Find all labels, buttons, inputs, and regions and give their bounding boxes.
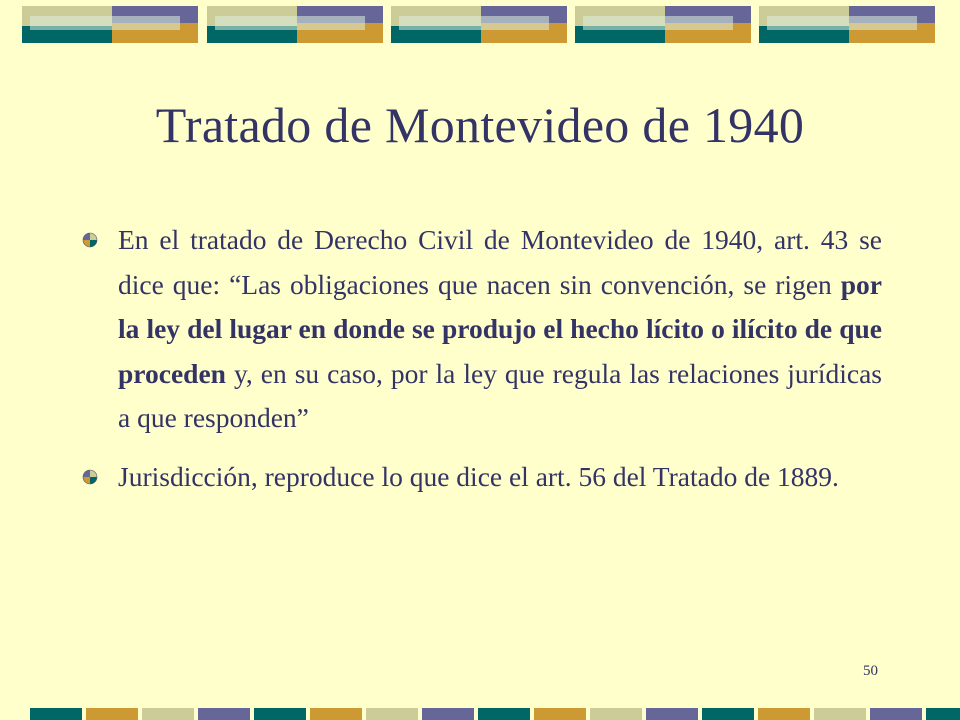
decor-segment <box>366 708 418 720</box>
bullet-text-segment: y, en su caso, por la ley que regula las relaciones jurídicas a que responden” <box>118 357 882 433</box>
decor-segment <box>254 708 306 720</box>
decor-segment <box>422 708 474 720</box>
slide-title: Tratado de Montevideo de 1940 <box>155 97 805 153</box>
bullet-item <box>82 455 882 500</box>
decor-segment <box>86 708 138 720</box>
bullet-text-segment: En el tratado de Derecho Civil de Montevideo de 1940, art. 43 se dice que: “Las obligaciones que nacen sin convención, se rigen <box>118 224 882 300</box>
bottom-decoration-band <box>0 708 960 720</box>
decor-tile-2 <box>207 6 383 43</box>
decor-tile-5 <box>759 6 935 43</box>
decor-tile-4 <box>575 6 751 43</box>
top-decoration-band <box>0 0 960 50</box>
decor-segment <box>870 708 922 720</box>
decor-segment <box>534 708 586 720</box>
decor-segment <box>590 708 642 720</box>
decor-tile-3 <box>391 6 567 43</box>
decor-segment <box>310 708 362 720</box>
decor-segment <box>198 708 250 720</box>
decor-segment <box>758 708 810 720</box>
bullet-text-bold: por la ley del lugar en donde se produjo el hecho lícito o ilícito de que proceden <box>118 268 882 389</box>
bullet-list <box>82 218 882 513</box>
bullet-text <box>118 455 882 500</box>
decor-segment <box>142 708 194 720</box>
bullet-text-segment: Jurisdicción, reproduce lo que dice el art. 56 del Tratado de 1889. <box>118 460 839 492</box>
decor-segment <box>702 708 754 720</box>
decor-segment <box>478 708 530 720</box>
decor-segment <box>646 708 698 720</box>
bullet-text <box>118 218 882 441</box>
decor-segment <box>926 708 960 720</box>
bullet-item <box>82 218 882 441</box>
decor-tile-1 <box>22 6 198 43</box>
decor-segment <box>814 708 866 720</box>
quartered-circle-icon <box>82 469 98 485</box>
decor-segment <box>30 708 82 720</box>
quartered-circle-icon <box>82 232 98 248</box>
slide-number: 50 <box>863 663 878 679</box>
